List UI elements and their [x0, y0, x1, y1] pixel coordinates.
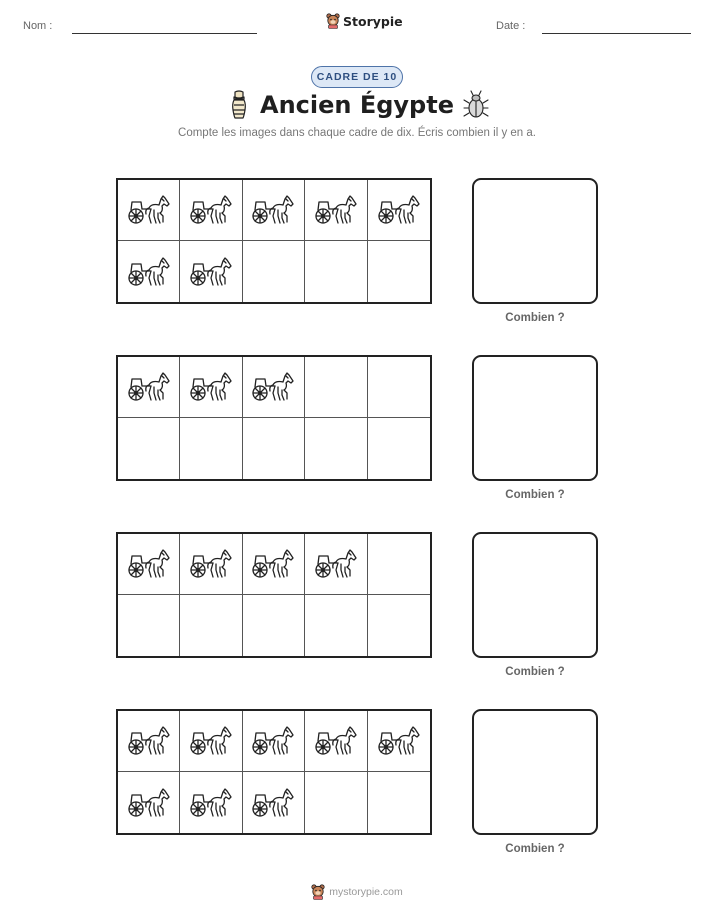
- frame-cell: [180, 418, 242, 479]
- frame-cell: [243, 534, 305, 595]
- horse-chariot-icon: [127, 548, 171, 580]
- scarab-icon: [463, 90, 489, 120]
- horse-chariot-icon: [251, 725, 295, 757]
- brand-logo: [326, 13, 403, 29]
- footer: [0, 884, 714, 900]
- date-line[interactable]: [542, 33, 691, 34]
- horse-chariot-icon: [127, 256, 171, 288]
- answer-box[interactable]: [472, 709, 598, 835]
- bear-mascot-icon: [326, 13, 340, 29]
- horse-chariot-icon: [314, 548, 358, 580]
- brand-name: Storypie: [343, 13, 403, 29]
- instructions: Compte les images dans chaque cadre de dix. Écris combien il y en a.: [178, 127, 536, 139]
- frame-cell: [118, 772, 180, 833]
- page-title: Ancien Égypte: [260, 91, 454, 119]
- horse-chariot-icon: [127, 725, 171, 757]
- frame-cell: [118, 711, 180, 772]
- horse-chariot-icon: [189, 194, 233, 226]
- frame-cell: [305, 357, 367, 418]
- frame-cell: [118, 595, 180, 656]
- frame-cell: [180, 180, 242, 241]
- horse-chariot-icon: [251, 371, 295, 403]
- horse-chariot-icon: [377, 725, 421, 757]
- frame-cell: [305, 595, 367, 656]
- frame-cell: [368, 180, 430, 241]
- horse-chariot-icon: [127, 194, 171, 226]
- frame-cell: [305, 418, 367, 479]
- horse-chariot-icon: [189, 371, 233, 403]
- frame-cell: [118, 180, 180, 241]
- horse-chariot-icon: [251, 787, 295, 819]
- frame-cell: [118, 357, 180, 418]
- frame-cell: [368, 357, 430, 418]
- frame-cell: [305, 241, 367, 302]
- frame-cell: [180, 595, 242, 656]
- date-label: Date :: [496, 20, 526, 32]
- frame-cell: [243, 772, 305, 833]
- frame-cell: [368, 534, 430, 595]
- frame-cell: [243, 418, 305, 479]
- name-line[interactable]: [72, 33, 257, 34]
- answer-label: Combien ?: [505, 312, 565, 324]
- horse-chariot-icon: [377, 194, 421, 226]
- ten-frame: [116, 709, 432, 835]
- horse-chariot-icon: [189, 725, 233, 757]
- frame-cell: [180, 711, 242, 772]
- answer-label: Combien ?: [505, 843, 565, 855]
- frame-cell: [118, 534, 180, 595]
- answer-box[interactable]: [472, 355, 598, 481]
- frame-cell: [180, 241, 242, 302]
- frame-cell: [180, 772, 242, 833]
- ten-frame: [116, 355, 432, 481]
- ten-frame: [116, 178, 432, 304]
- frame-cell: [368, 711, 430, 772]
- frame-cell: [243, 241, 305, 302]
- frame-cell: [368, 772, 430, 833]
- footer-url: mystorypie.com: [329, 886, 403, 898]
- frame-cell: [305, 534, 367, 595]
- frame-cell: [180, 534, 242, 595]
- frame-cell: [368, 241, 430, 302]
- frame-cell: [118, 418, 180, 479]
- frame-cell: [305, 711, 367, 772]
- horse-chariot-icon: [189, 548, 233, 580]
- answer-label: Combien ?: [505, 666, 565, 678]
- frame-cell: [368, 595, 430, 656]
- answer-box[interactable]: [472, 532, 598, 658]
- horse-chariot-icon: [314, 194, 358, 226]
- horse-chariot-icon: [189, 256, 233, 288]
- frame-cell: [305, 772, 367, 833]
- frame-cell: [243, 180, 305, 241]
- frame-cell: [243, 595, 305, 656]
- horse-chariot-icon: [251, 548, 295, 580]
- frame-cell: [305, 180, 367, 241]
- horse-chariot-icon: [314, 725, 358, 757]
- name-label: Nom :: [23, 20, 53, 32]
- frame-cell: [243, 357, 305, 418]
- horse-chariot-icon: [251, 194, 295, 226]
- horse-chariot-icon: [127, 371, 171, 403]
- horse-chariot-icon: [127, 787, 171, 819]
- frame-cell: [180, 357, 242, 418]
- bear-mascot-icon: [311, 884, 325, 900]
- frame-cell: [368, 418, 430, 479]
- horse-chariot-icon: [189, 787, 233, 819]
- ten-frame: [116, 532, 432, 658]
- category-badge: CADRE DE 10: [311, 66, 403, 88]
- answer-box[interactable]: [472, 178, 598, 304]
- frame-cell: [243, 711, 305, 772]
- answer-label: Combien ?: [505, 489, 565, 501]
- frame-cell: [118, 241, 180, 302]
